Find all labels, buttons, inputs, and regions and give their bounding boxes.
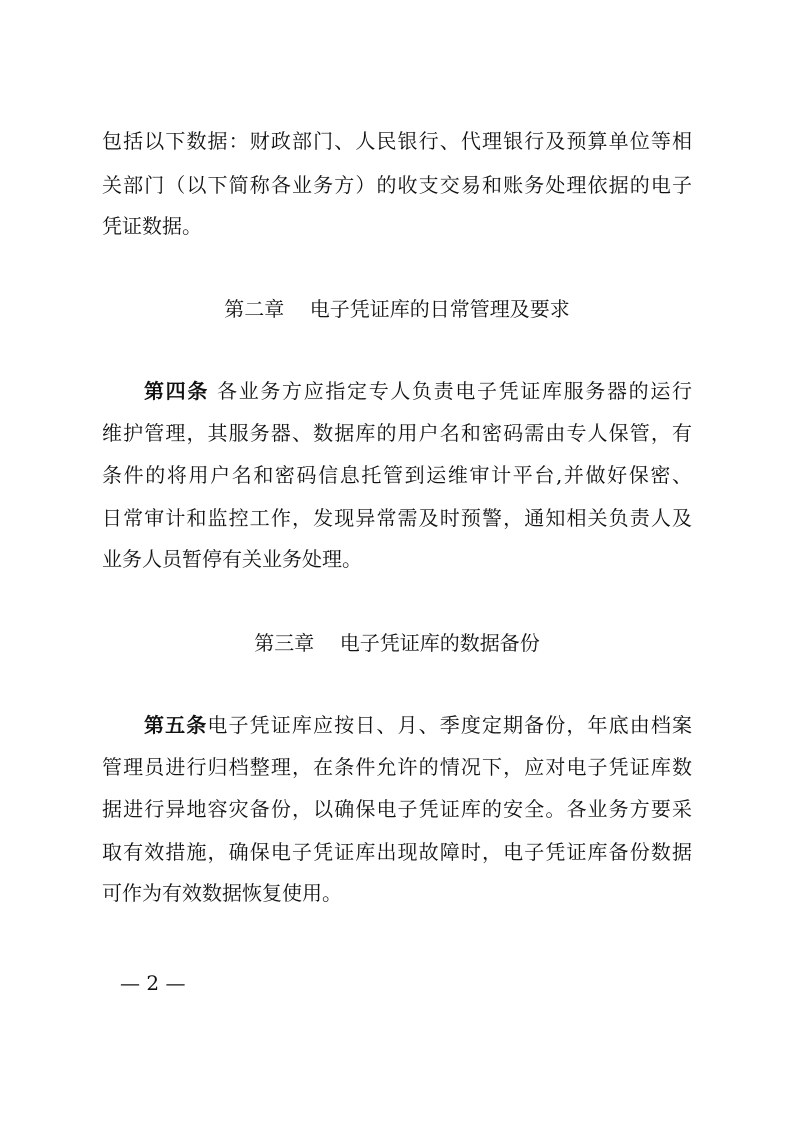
intro-line-2: 关部门（以下简称各业务方）的收支交易和账务处理依据的电子 (102, 173, 692, 197)
article-5-line-2: 管理员进行归档整理，在条件允许的情况下，应对电子凭证库数 (102, 755, 692, 779)
chapter-3-heading: 第三章 电子凭证库的数据备份 (254, 631, 540, 655)
chapter-2-heading: 第二章 电子凭证库的日常管理及要求 (224, 297, 570, 321)
page-number: — 2 — (120, 971, 186, 995)
article-5-label: 第五条 (144, 713, 208, 737)
article-5-line-3: 据进行异地容灾备份，以确保电子凭证库的安全。各业务方要采 (102, 797, 692, 821)
article-5-line-1-text: 电子凭证库应按日、月、季度定期备份，年底由档案 (207, 713, 693, 737)
intro-line-1: 包括以下数据：财政部门、人民银行、代理银行及预算单位等相 (102, 129, 692, 153)
article-4-label: 第四条 (144, 379, 209, 403)
article-4-line-3: 条件的将用户名和密码信息托管到运维审计平台,并做好保密、 (102, 463, 692, 487)
article-4-line-5: 业务人员暂停有关业务处理。 (102, 547, 362, 571)
article-5-line-5: 可作为有效数据恢复使用。 (102, 881, 342, 905)
article-5-line-1 (144, 712, 692, 738)
article-4-line-4: 日常审计和监控工作，发现异常需及时预警，通知相关负责人及 (102, 506, 692, 530)
intro-line-3: 凭证数据。 (102, 214, 202, 238)
article-4-line-1 (144, 378, 692, 404)
article-5-line-4: 取有效措施，确保电子凭证库出现故障时，电子凭证库备份数据 (102, 840, 692, 864)
article-4-line-1-text: 各业务方应指定专人负责电子凭证库服务器的运行 (217, 379, 693, 403)
article-4-line-2: 维护管理，其服务器、数据库的用户名和密码需由专人保管，有 (102, 421, 692, 445)
